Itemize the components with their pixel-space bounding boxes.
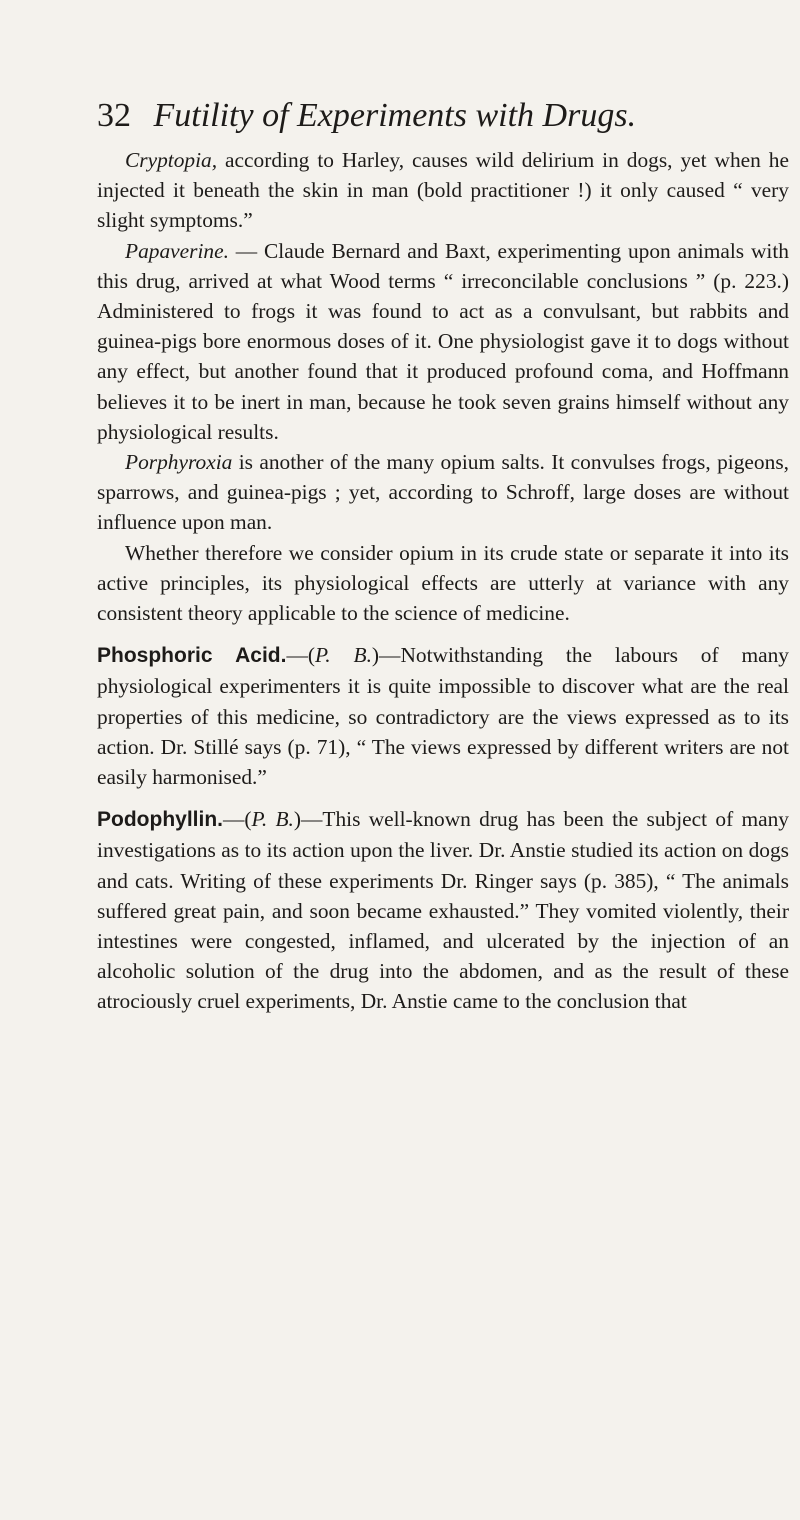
term-porphyroxia: Porphyroxia xyxy=(125,450,233,475)
paragraph-opium-summary xyxy=(97,538,789,629)
paragraph-text: Whether therefore we consider opium in its crude state or separate it into its active principles, its physiological effects are utterly at variance with any consistent theory applicable to the science of medicine. xyxy=(97,540,789,626)
abbr-open: —( xyxy=(286,643,315,668)
paragraph-text: — Claude Bernard and Baxt, experimenting upon animals with this drug, arrived at what Wood terms “ irreconcilable conclusions ” (p. 223.) Administered to frogs it was found to act as a convulsant, but rabbits and guinea-pigs bore enormous doses of it. One physiologist gave it to dogs without any effect, but another found that it produced profound coma, and Hoffmann believes it to be inert in man, because he took seven grains himself without any physiological results. xyxy=(97,238,789,444)
term-cryptopia: Cryptopia, xyxy=(125,148,218,172)
section-heading: Phosphoric Acid. xyxy=(97,644,287,668)
pharmacopoeia-abbr: P. B. xyxy=(251,807,294,832)
abbr-close: )— xyxy=(371,643,401,668)
page-number: 32 xyxy=(97,97,131,134)
running-header xyxy=(97,96,777,136)
pharmacopoeia-abbr: P. B. xyxy=(314,643,372,668)
abbr-open: —( xyxy=(223,807,252,832)
paragraph-text: is another of the many opium salts. It convulses frogs, pigeons, sparrows, and guinea-pigs ; yet, according to Schroff, large doses are without influence upon man. xyxy=(97,450,789,535)
term-papaverine: Papaverine. xyxy=(125,238,229,263)
running-title: Futility of Experiments with Drugs. xyxy=(153,97,637,134)
page-body xyxy=(97,145,789,1017)
abbr-close: )— xyxy=(293,807,323,832)
paragraph-papaverine xyxy=(97,236,789,447)
paragraph-text: according to Harley, causes wild delirium in dogs, yet when he injected it beneath the skin in man (bold practitioner !) it only caused “ very slight symptoms.” xyxy=(97,148,789,233)
section-podophyllin xyxy=(97,804,789,1016)
section-phosphoric-acid xyxy=(97,640,789,792)
section-heading: Podophyllin. xyxy=(97,808,223,832)
paragraph-cryptopia xyxy=(97,145,789,236)
section-text: This well-known drug has been the subject of many investigations as to its action upon the liver. Dr. Anstie studied its action on dogs and cats. Writing of these experiments Dr. Ringer says (p. 385), “ The animals suffered great pain, and soon became exhausted.” They vomited violently, their intestines were congested, inflamed, and ulcerated by the injection of an alcoholic solution of the drug into the abdomen, and as the result of these atrociously cruel experiments, Dr. Anstie came to the conclusion that xyxy=(97,807,790,1014)
section-text: Notwithstanding the labours of many physiological experimenters it is quite impossible to discover what are the real properties of this medicine, so contradictory are the views expressed as to its action. Dr. Stillé says (p. 71), “ The views expressed by different writers are not easily harmonised.” xyxy=(97,643,789,790)
paragraph-porphyroxia xyxy=(97,447,789,538)
